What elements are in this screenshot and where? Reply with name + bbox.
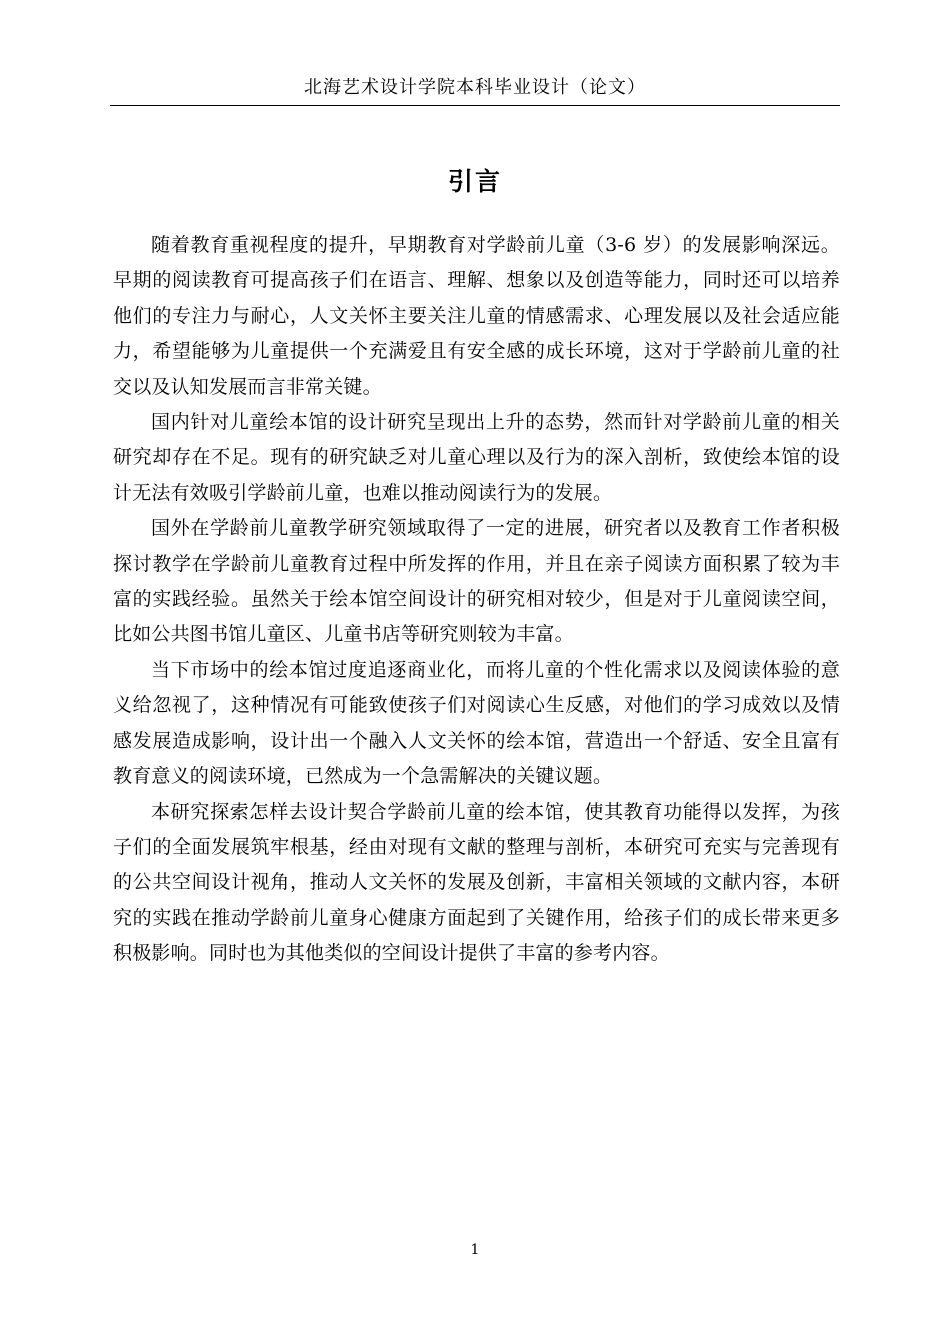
page-header: 北海艺术设计学院本科毕业设计（论文）: [304, 77, 646, 98]
section-title: 引言: [447, 167, 502, 196]
page-number: 1: [470, 1242, 480, 1258]
body-text: [113, 228, 840, 972]
paragraph-5: 本研究探索怎样去设计契合学龄前儿童的绘本馆，使其教育功能得以发挥，为孩子们的全面发展筑牢根基，经由对现有文献的整理与剖析，本研究可充实与完善现有的公共空间设计视角，推动人文关怀的发展及创新，丰富相关领域的文献内容，本研究的实践在推动学龄前儿童身心健康方面起到了关键作用，给孩子们的成长带来更多积极影响。同时也为其他类似的空间设计提供了丰富的参考内容。: [113, 800, 840, 965]
paragraph-2: 国内针对儿童绘本馆的设计研究呈现出上升的态势，然而针对学龄前儿童的相关研究却存在不足。现有的研究缺乏对儿童心理以及行为的深入剖析，致使绘本馆的设计无法有效吸引学龄前儿童，也难以推动阅读行为的发展。: [113, 411, 840, 504]
paragraph-3: 国外在学龄前儿童教学研究领域取得了一定的进展，研究者以及教育工作者积极探讨教学在学龄前儿童教育过程中所发挥的作用，并且在亲子阅读方面积累了较为丰富的实践经验。虽然关于绘本馆空间设计的研究相对较少，但是对于儿童阅读空间，比如公共图书馆儿童区、儿童书店等研究则较为丰富。: [113, 517, 840, 646]
header-divider: [110, 105, 840, 106]
paragraph-4: 当下市场中的绘本馆过度追逐商业化，而将儿童的个性化需求以及阅读体验的意义给忽视了，这种情况有可能致使孩子们对阅读心生反感，对他们的学习成效以及情感发展造成影响，设计出一个融入人文关怀的绘本馆，营造出一个舒适、安全且富有教育意义的阅读环境，已然成为一个急需解决的关键议题。: [113, 658, 840, 788]
paragraph-1: 随着教育重视程度的提升，早期教育对学龄前儿童（3-6 岁）的发展影响深远。早期的阅读教育可提高孩子们在语言、理解、想象以及创造等能力，同时还可以培养他们的专注力与耐心，人文关怀主要关注儿童的情感需求、心理发展以及社会适应能力，希望能够为儿童提供一个充满爱且有安全感的成长环境，这对于学龄前儿童的社交以及认知发展而言非常关键。: [113, 234, 840, 398]
